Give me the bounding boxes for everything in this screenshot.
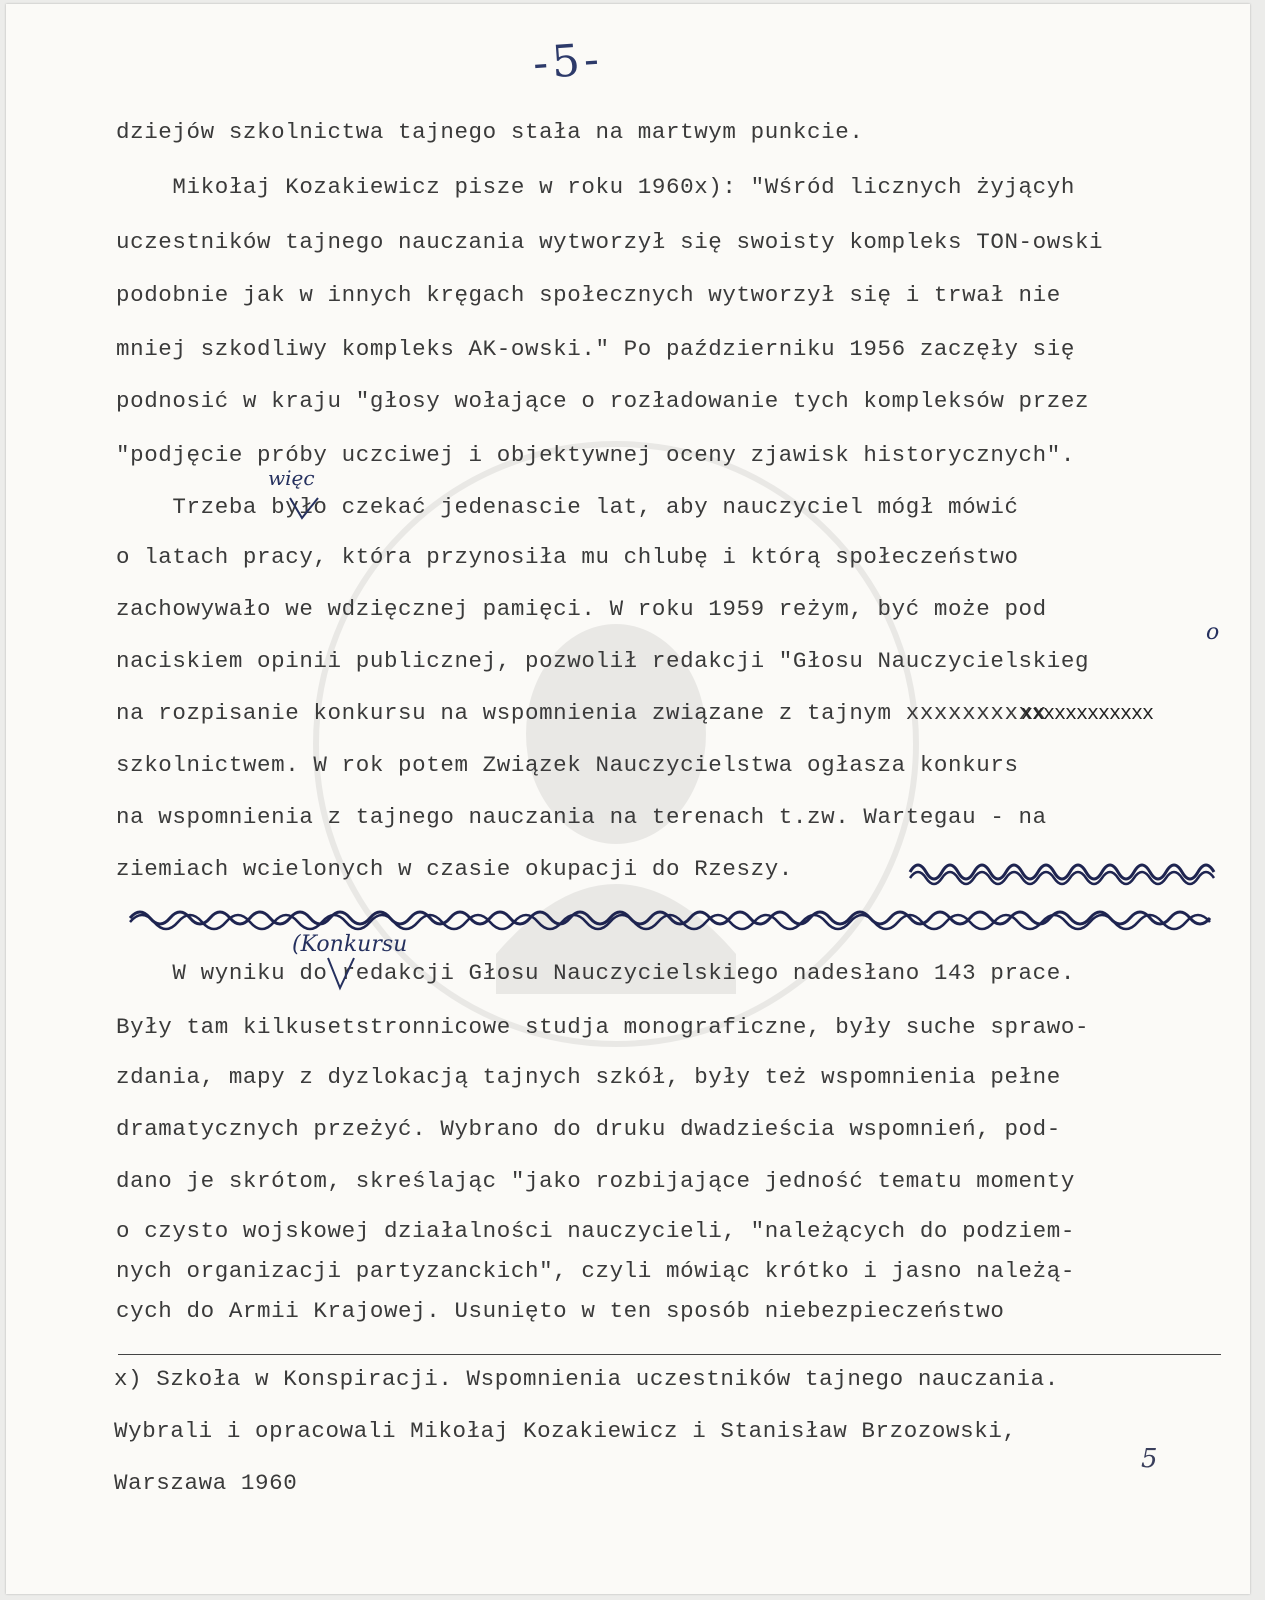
text-line: zachowywało we wdzięcznej pamięci. W roku 1959 reżym, być może pod bbox=[116, 596, 1047, 622]
text-line: zdania, mapy z dyzlokacją tajnych szkół, były też wspomnienia pełne bbox=[116, 1064, 1061, 1090]
text-line: uczestników tajnego nauczania wytworzył się swoisty kompleks TON-owski bbox=[116, 229, 1104, 255]
crossed-out-line-scribble bbox=[128, 896, 1218, 936]
text-line: ziemiach wcielonych w czasie okupacji do Rzeszy. bbox=[116, 856, 793, 882]
text-line: Trzeba było czekać jedenascie lat, aby nauczyciel mógł mówić bbox=[116, 494, 1019, 520]
page-number: -5- bbox=[531, 33, 605, 90]
text-line: dramatycznych przeżyć. Wybrano do druku dwadzieścia wspomnień, pod- bbox=[116, 1116, 1061, 1142]
svg-text:xxxxxxxxxxxx: xxxxxxxxxxxx bbox=[1021, 703, 1154, 725]
text-line: o latach pracy, która przynosiła mu chlubę i którą społeczeństwo bbox=[116, 544, 1019, 570]
text-line: cych do Armii Krajowej. Usunięto w ten sposób niebezpieczeństwo bbox=[116, 1298, 1005, 1324]
handwritten-insert-wiec: więc bbox=[268, 466, 315, 490]
text-line: na wspomnienia z tajnego nauczania na terenach t.zw. Wartegau - na bbox=[116, 804, 1047, 830]
text-line: W wyniku do redakcji Głosu Nauczycielskiego nadesłano 143 prace. bbox=[116, 960, 1075, 986]
text-line: nych organizacji partyzanckich", czyli mówiąc krótko i jasno należą- bbox=[116, 1258, 1075, 1284]
footnote-line: Warszawa 1960 bbox=[114, 1470, 298, 1496]
text-line: szkolnictwem. W rok potem Związek Nauczycielstwa ogłasza konkurs bbox=[116, 752, 1019, 778]
handwritten-insert-konkursu: (Konkursu bbox=[292, 932, 408, 957]
typed-x-strikeout bbox=[1021, 701, 1196, 725]
text-line: dziejów szkolnictwa tajnego stała na martwym punkcie. bbox=[116, 119, 864, 145]
text-line: naciskiem opinii publicznej, pozwolił redakcji "Głosu Nauczycielskieg bbox=[116, 648, 1090, 674]
footnote-separator bbox=[118, 1354, 1221, 1355]
insert-caret-mark bbox=[288, 494, 328, 522]
crossed-out-tail-scribble bbox=[908, 852, 1218, 892]
text-line: na rozpisanie konkursu na wspomnienia związane z tajnym xxxxxxxxxx bbox=[116, 700, 1047, 726]
text-line: "podjęcie próby uczciwej i objektywnej oceny zjawisk historycznych". bbox=[116, 442, 1075, 468]
footnote-line: Wybrali i opracowali Mikołaj Kozakiewicz i Stanisław Brzozowski, bbox=[114, 1418, 1017, 1444]
handwritten-corner-number: 5 bbox=[1141, 1444, 1158, 1474]
text-line: podnosić w kraju "głosy wołające o rozładowanie tych kompleksów przez bbox=[116, 388, 1090, 414]
insert-caret-mark-2 bbox=[324, 956, 360, 992]
document-page bbox=[6, 4, 1250, 1594]
text-line: mniej szkodliwy kompleks AK-owski." Po październiku 1956 zaczęły się bbox=[116, 336, 1075, 362]
text-line: podobnie jak w innych kręgach społecznych wytworzył się i trwał nie bbox=[116, 282, 1061, 308]
handwritten-insert-o: o bbox=[1206, 620, 1220, 645]
text-line: o czysto wojskowej działalności nauczycieli, "należących do podziem- bbox=[116, 1218, 1075, 1244]
text-line: Były tam kilkusetstronnicowe studja monograficzne, były suche sprawo- bbox=[116, 1014, 1090, 1040]
text-line: Mikołaj Kozakiewicz pisze w roku 1960x): "Wśród licznych żyjącyh bbox=[116, 174, 1075, 200]
text-line: dano je skrótom, skreślając "jako rozbijające jedność tematu momenty bbox=[116, 1168, 1075, 1194]
footnote-line: x) Szkoła w Konspiracji. Wspomnienia uczestników tajnego nauczania. bbox=[114, 1366, 1059, 1392]
